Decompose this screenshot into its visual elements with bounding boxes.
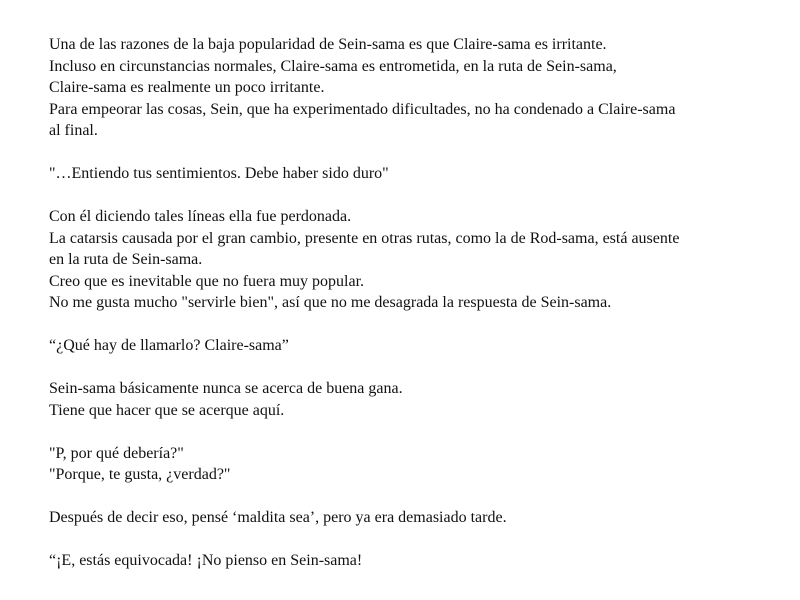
document-body [49, 34, 779, 593]
text-line: "P, por qué debería?" [49, 444, 184, 462]
text-line: en la ruta de Sein-sama. [49, 251, 203, 268]
paragraph [49, 206, 779, 314]
paragraph [49, 378, 779, 421]
dialogue-paragraph [49, 163, 779, 185]
text-line: No me gusta mucho "servirle bien", así que no me desagrada la respuesta de Sein-sama. [49, 294, 612, 311]
dialogue-paragraph [49, 335, 779, 357]
text-line: Después de decir eso, pensé ‘maldita sea’, pero ya era demasiado tarde. [49, 509, 507, 526]
text-line: Con él diciendo tales líneas ella fue perdonada. [49, 208, 352, 225]
text-line: Tiene que hacer que se acerque aquí. [49, 401, 285, 419]
text-line: Para empeorar las cosas, Sein, que ha experimentado dificultades, no ha condenado a Claire-sama [49, 100, 676, 118]
text-line: “¿Qué hay de llamarlo? Claire-sama” [49, 337, 289, 354]
dialogue-paragraph [49, 550, 779, 572]
text-line: al final. [49, 122, 98, 139]
paragraph [49, 34, 779, 142]
text-line: “¡E, estás equivocada! ¡No pienso en Sein-sama! [49, 552, 363, 569]
text-line: Sein-sama básicamente nunca se acerca de buena gana. [49, 380, 403, 397]
text-line: Una de las razones de la baja popularidad de Sein-sama es que Claire-sama es irritante. [49, 36, 607, 53]
text-line: Creo que es inevitable que no fuera muy popular. [49, 272, 365, 290]
text-line: "…Entiendo tus sentimientos. Debe haber sido duro" [49, 165, 389, 182]
text-line: Claire-sama es realmente un poco irritante. [49, 79, 325, 96]
text-line: Incluso en circunstancias normales, Claire-sama es entrometida, en la ruta de Sein-sama, [49, 57, 617, 75]
text-line: La catarsis causada por el gran cambio, presente en otras rutas, como la de Rod-sama, está ausente [49, 229, 680, 247]
paragraph [49, 507, 779, 529]
dialogue-paragraph [49, 443, 779, 486]
text-line: "Porque, te gusta, ¿verdad?" [49, 466, 231, 483]
